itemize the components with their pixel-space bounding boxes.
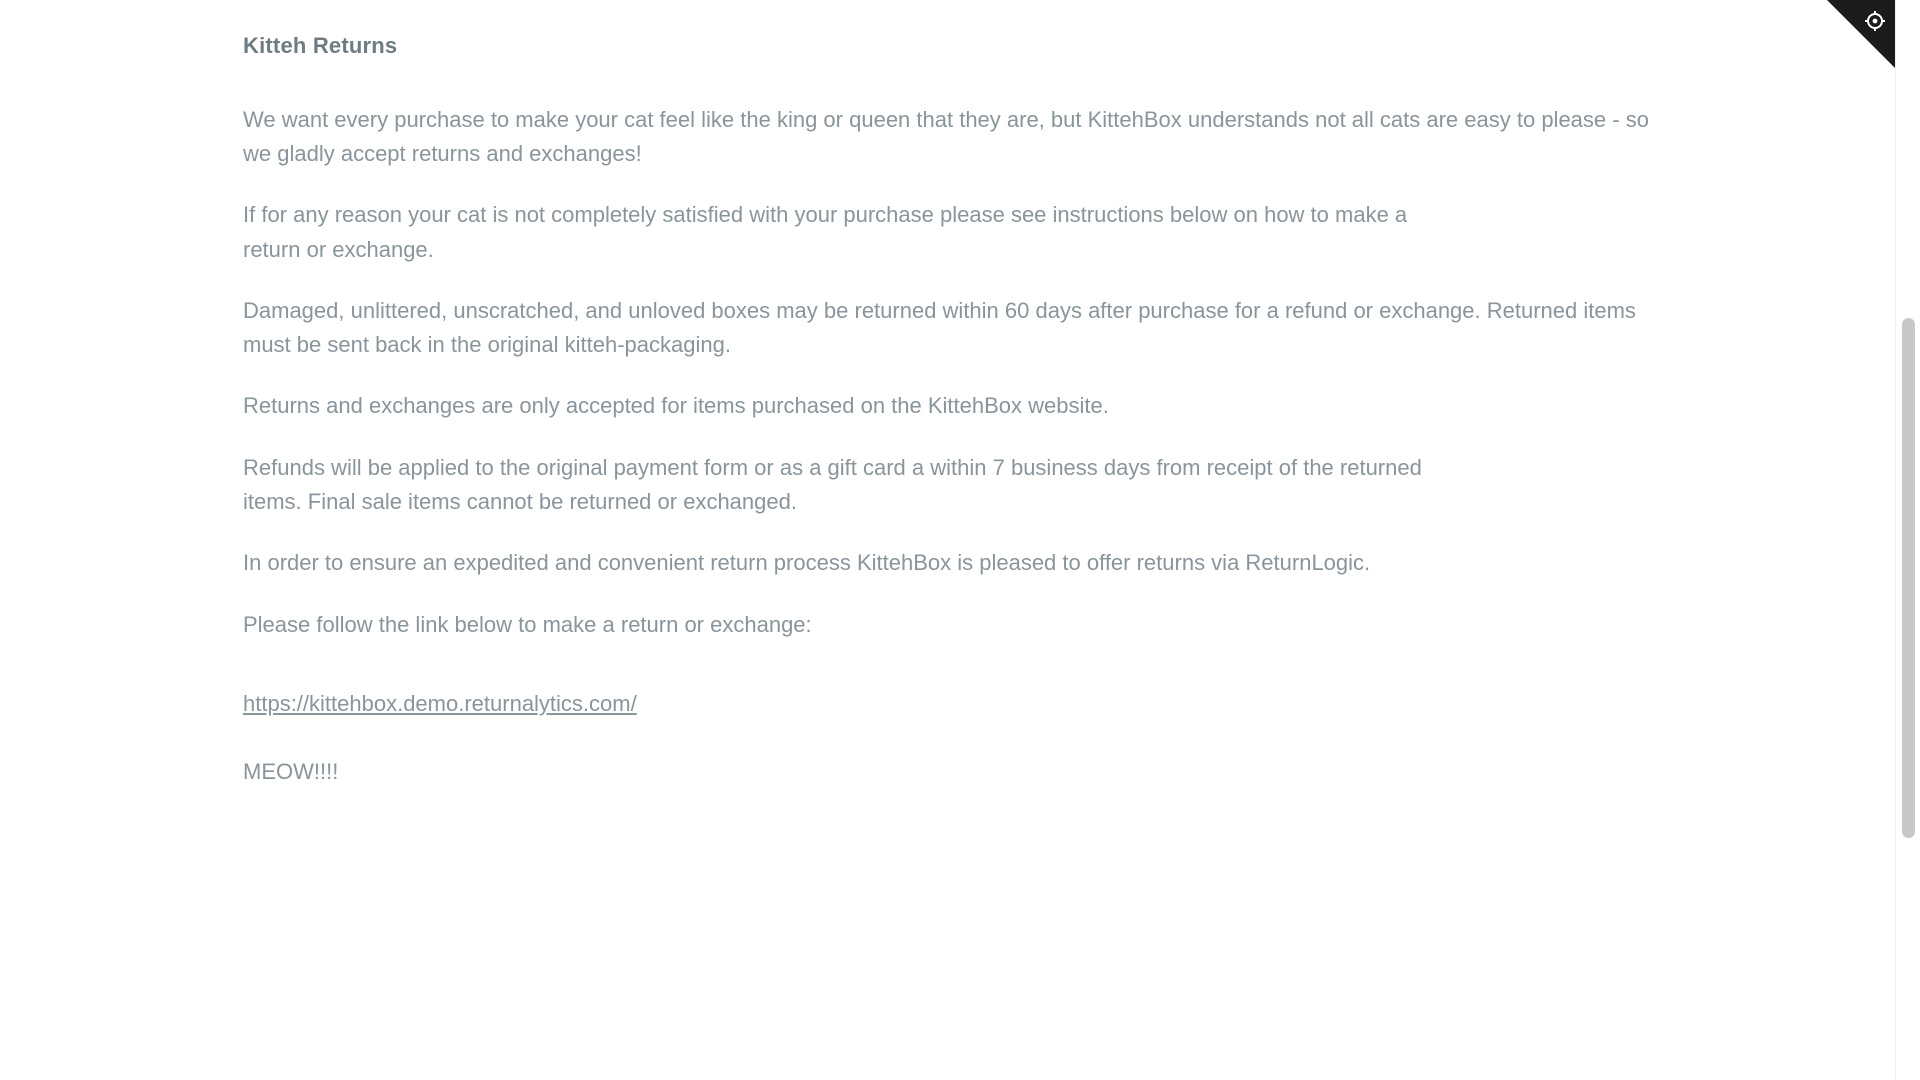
- policy-paragraph-5: Refunds will be applied to the original payment form or as a gift card a within 7 business days from receipt of the returned items. Final sale items cannot be returned or exchanged.: [243, 454, 1422, 515]
- page-title: Kitteh Returns: [243, 33, 398, 58]
- returns-portal-link[interactable]: https://kittehbox.demo.returnalytics.com/: [243, 691, 637, 717]
- target-icon[interactable]: [1864, 10, 1886, 32]
- closing-text: MEOW!!!!: [243, 759, 339, 785]
- scrollbar-thumb[interactable]: [1902, 318, 1915, 838]
- corner-widget[interactable]: [1827, 0, 1895, 68]
- policy-paragraph-4: Returns and exchanges are only accepted for items purchased on the KittehBox website.: [243, 393, 1109, 419]
- vertical-scrollbar[interactable]: [1895, 0, 1920, 1080]
- policy-paragraph-7: Please follow the link below to make a return or exchange:: [243, 611, 812, 637]
- policy-paragraph-2: If for any reason your cat is not completely satisfied with your purchase please see instructions below on how to make a return or exchange.: [243, 202, 1408, 262]
- policy-paragraph-3: Damaged, unlittered, unscratched, and unloved boxes may be returned within 60 days after purchase for a refund or exchange. Returned items must be sent back in the original kitteh-packaging.: [243, 297, 1636, 358]
- policy-paragraph-6: In order to ensure an expedited and convenient return process KittehBox is pleased to offer returns via ReturnLogic.: [243, 550, 1371, 576]
- policy-paragraph-1: We want every purchase to make your cat feel like the king or queen that they are, but KittehBox understands not all cats are easy to please - so we gladly accept returns and exchanges!: [243, 106, 1649, 166]
